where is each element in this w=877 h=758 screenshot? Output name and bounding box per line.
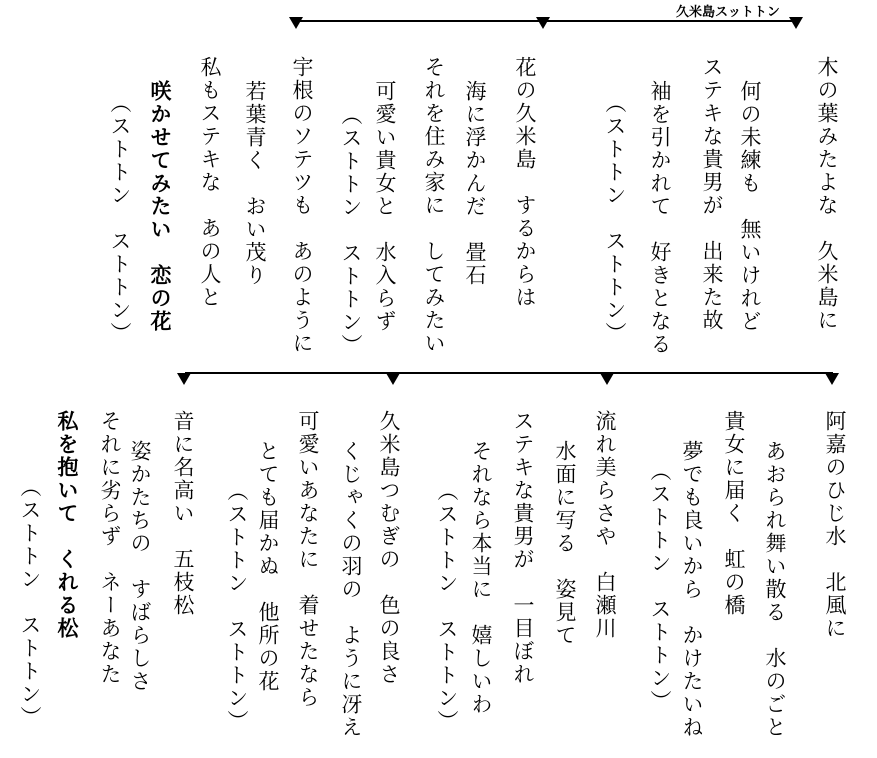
verse-line: 咲かせてみたい 恋の花: [148, 80, 173, 333]
verse-line: 花の久米島 するからは: [513, 56, 537, 309]
verse-refrain: （ストトン ストトン）: [648, 460, 672, 713]
top-arrow-3: [789, 17, 803, 29]
verse-refrain: （ストトン ストトン）: [18, 476, 42, 729]
verse-line: 私を抱いて くれる松: [55, 410, 80, 640]
verse-line: 私もステキな あの人と: [198, 56, 222, 309]
verse-line: 姿かたちの すばらしさ: [128, 440, 152, 693]
verse-line: 水面に写る 姿見て: [553, 440, 577, 647]
verse-refrain: （ストトン ストトン）: [339, 104, 363, 357]
top-arrow-2: [536, 17, 550, 29]
bottom-arrow-4: [825, 373, 839, 385]
verse-line: 久米島つむぎの 色の良さ: [377, 410, 401, 686]
verse-line: 音に名高い 五枝松: [171, 410, 195, 617]
bottom-arrow-1: [177, 373, 191, 385]
verse-refrain: （ストトン ストトン）: [603, 92, 627, 345]
verse-line: あおられ舞い散る 水のごと: [763, 440, 787, 739]
verse-line: 貴女に届く 虹の橋: [722, 410, 746, 617]
verse-line: 袖を引かれて 好きとなる: [648, 80, 672, 356]
top-arrow-1: [289, 17, 303, 29]
verse-refrain: （ストトン ストトン）: [225, 480, 249, 733]
verse-line: 流れ美らさや 白瀬川: [593, 410, 617, 640]
verse-refrain: （ストトン ストトン）: [108, 92, 132, 345]
verse-line: 可愛い貴女と 水入らず: [373, 80, 397, 333]
verse-line: 木の葉みたよな 久米島に: [815, 56, 839, 332]
bottom-arrow-3: [600, 373, 614, 385]
verse-line: 阿嘉のひじ水 北風に: [823, 410, 847, 640]
verse-line: 宇根のソテツも あのように: [290, 56, 314, 355]
bottom-arrow-2: [386, 373, 400, 385]
verse-line: それを住み家に してみたい: [422, 56, 446, 355]
verse-line: くじゃくの羽の ように冴え: [339, 440, 363, 739]
verse-line: 可愛いあなたに 着せたなら: [296, 410, 320, 709]
verse-line: 何の未練も 無いけれど: [738, 80, 762, 333]
verse-line: 海に浮かんだ 畳石: [463, 80, 487, 287]
song-title: 久米島スットトン: [676, 5, 780, 20]
verse-line: 夢でも良いから かけたいね: [680, 440, 704, 739]
verse-line: それに劣らず ネーあなた: [98, 410, 122, 686]
verse-line: 若葉青く おい茂り: [243, 80, 267, 287]
verse-line: それなら本当に 嬉しいわ: [469, 440, 493, 716]
verse-line: とても届かぬ 他所の花: [256, 440, 280, 693]
verse-line: ステキな貴男が 一目ぼれ: [511, 410, 535, 686]
bottom-divider-line: [185, 372, 833, 374]
verse-refrain: （ストトン ストトン）: [435, 480, 459, 733]
verse-line: ステキな貴男が 出来た故: [700, 56, 724, 332]
